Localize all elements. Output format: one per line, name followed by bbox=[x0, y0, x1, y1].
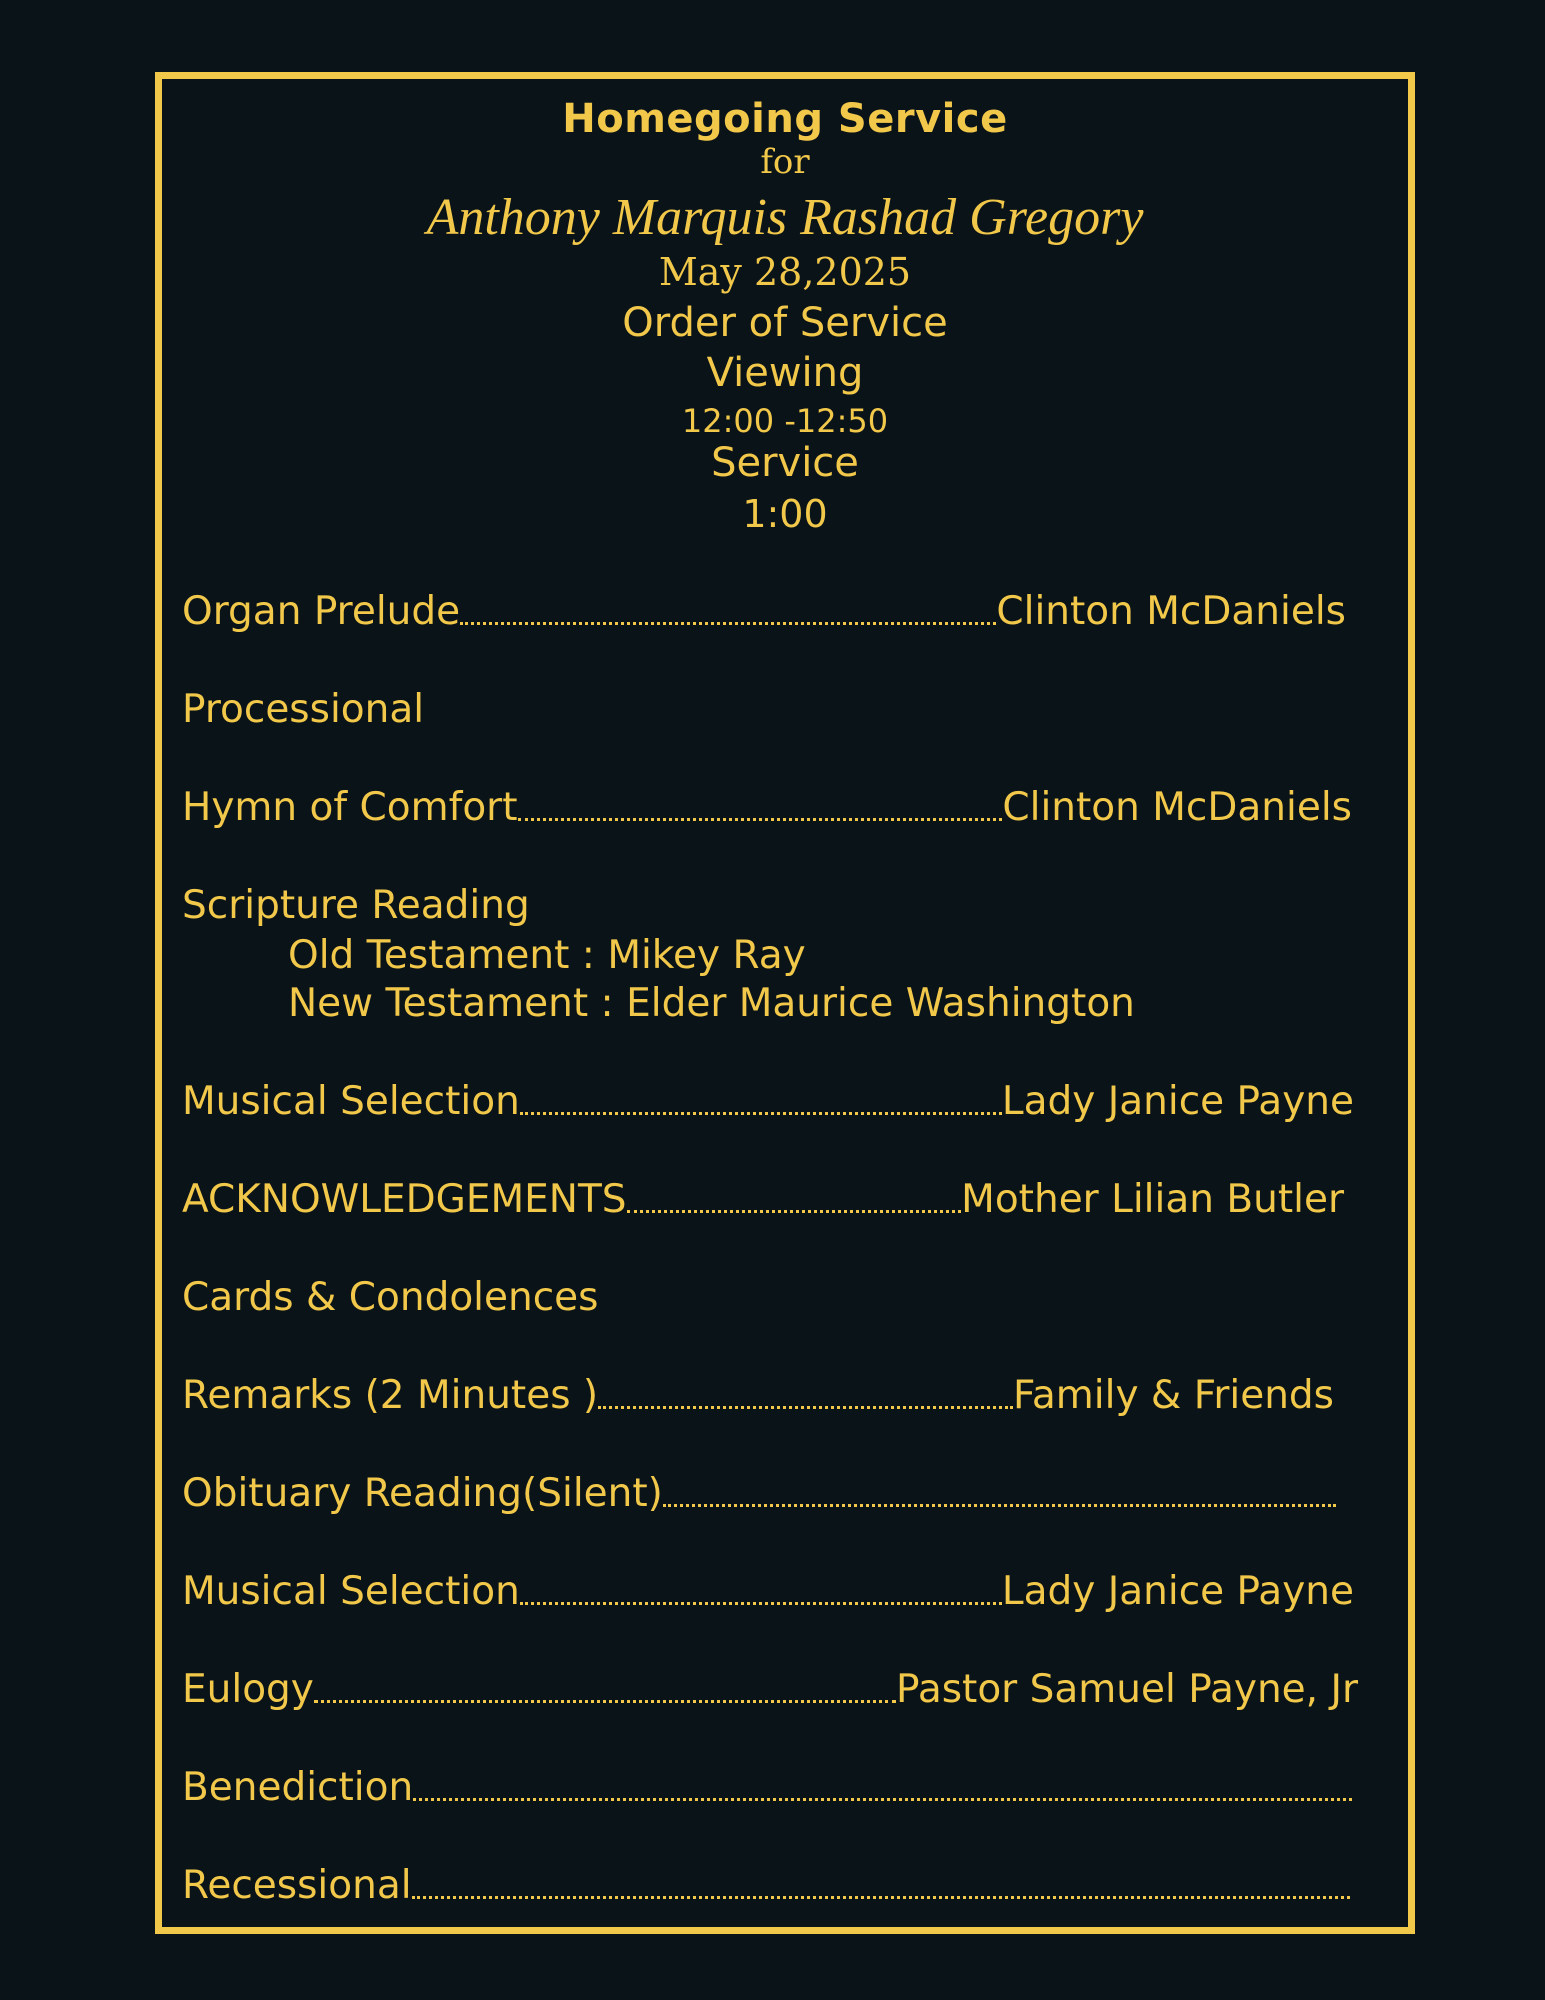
program-item-label: Processional bbox=[182, 687, 425, 732]
service-date: May 28,2025 bbox=[658, 250, 912, 294]
service-label: Service bbox=[711, 440, 859, 486]
service-title: Homegoing Service bbox=[562, 96, 1008, 142]
program-item-benediction bbox=[182, 1764, 1352, 1812]
program-item-acknowledgements bbox=[182, 1176, 1344, 1224]
viewing-time: 12:00 -12:50 bbox=[681, 402, 889, 440]
dot-leader bbox=[663, 1470, 1336, 1518]
program-item-scripture-reading bbox=[182, 882, 530, 930]
program-item-person: Lady Janice Payne bbox=[1001, 1079, 1354, 1124]
program-item-person: Pastor Samuel Payne, Jr bbox=[896, 1667, 1358, 1712]
program-item-label: Remarks (2 Minutes ) bbox=[182, 1373, 599, 1418]
program-item-label: ACKNOWLEDGEMENTS bbox=[182, 1177, 627, 1222]
program-item-recessional bbox=[182, 1862, 1350, 1910]
program-item-hymn-of-comfort bbox=[182, 784, 1352, 832]
dot-leader bbox=[520, 1568, 1002, 1616]
dot-leader bbox=[413, 1764, 1352, 1812]
dot-leader bbox=[518, 784, 1003, 832]
program-item-label: Eulogy bbox=[182, 1667, 314, 1712]
dot-leader bbox=[520, 1078, 1002, 1126]
program-item-obituary-reading bbox=[182, 1470, 1336, 1518]
viewing-label: Viewing bbox=[706, 350, 864, 396]
program-item-label: Recessional bbox=[182, 1863, 412, 1908]
program-item-remarks bbox=[182, 1372, 1334, 1420]
old-testament-reader: Old Testament : Mikey Ray bbox=[288, 933, 806, 978]
program-item-person: Family & Friends bbox=[1013, 1373, 1334, 1418]
program-item-musical-selection bbox=[182, 1078, 1354, 1126]
program-item-label: Hymn of Comfort bbox=[182, 785, 518, 830]
program-item-label: Cards & Condolences bbox=[182, 1275, 599, 1320]
program-item-organ-prelude bbox=[182, 588, 1346, 636]
program-item-person: Lady Janice Payne bbox=[1001, 1569, 1354, 1614]
program-item-eulogy bbox=[182, 1666, 1358, 1714]
program-item-cards-condolences bbox=[182, 1274, 599, 1322]
dot-leader bbox=[412, 1862, 1350, 1910]
program-item-person: Clinton McDaniels bbox=[996, 589, 1346, 634]
new-testament-reader: New Testament : Elder Maurice Washington bbox=[288, 981, 1135, 1026]
program-item-person: Mother Lilian Butler bbox=[961, 1177, 1344, 1222]
program-item-musical-selection-2 bbox=[182, 1568, 1354, 1616]
service-time: 1:00 bbox=[742, 492, 828, 536]
program-item-person: Clinton McDaniels bbox=[1002, 785, 1352, 830]
program-item-processional bbox=[182, 686, 424, 734]
program-item-label: Benediction bbox=[182, 1765, 414, 1810]
program-item-label: Scripture Reading bbox=[182, 883, 530, 928]
dot-leader bbox=[598, 1372, 1013, 1420]
program-item-label: Musical Selection bbox=[182, 1569, 520, 1614]
dot-leader bbox=[627, 1176, 962, 1224]
program-item-label: Obituary Reading(Silent) bbox=[182, 1471, 663, 1516]
program-item-label: Musical Selection bbox=[182, 1079, 520, 1124]
deceased-name: Anthony Marquis Rashad Gregory bbox=[426, 189, 1144, 246]
program-item-label: Organ Prelude bbox=[182, 589, 461, 634]
dot-leader bbox=[460, 588, 996, 636]
dot-leader bbox=[314, 1666, 896, 1714]
order-of-service-heading: Order of Service bbox=[622, 300, 948, 346]
for-text: for bbox=[760, 142, 810, 182]
